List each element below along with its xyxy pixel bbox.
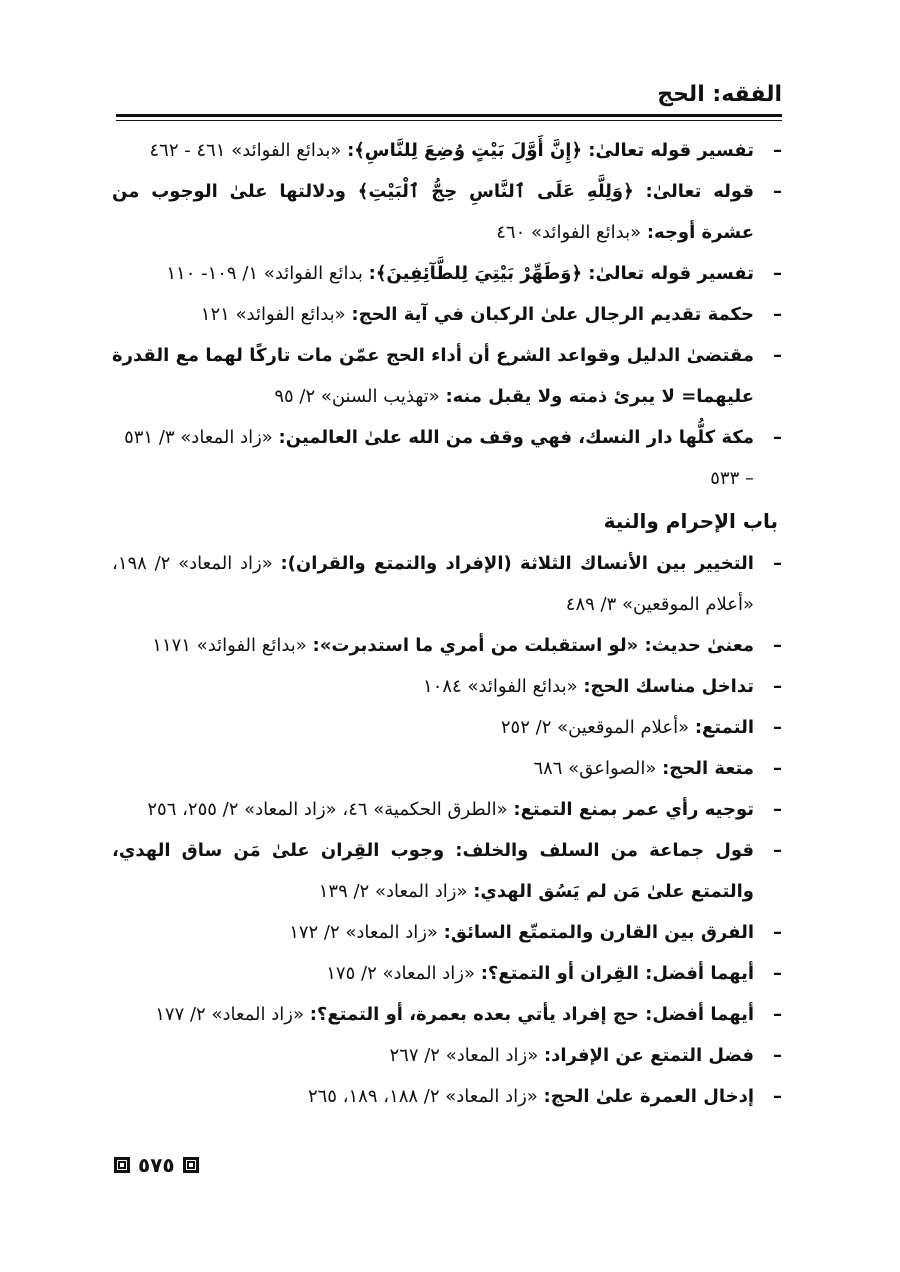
entry-reference: بدائع الفوائد» ١/ ١٠٩- ١١٠ xyxy=(166,263,369,284)
entry-reference: «زاد المعاد» ٢/ ١٩٨، «أعلام الموقعين» ٣/ ٤٨٩ xyxy=(112,553,754,615)
entry-dash: – xyxy=(773,304,782,325)
entry-reference: «زاد المعاد» ٢/ ١٧٧ xyxy=(155,1004,310,1025)
entry-topic: فضل التمتع عن الإفراد: xyxy=(543,1045,754,1066)
entry-reference: «بدائع الفوائد» ١١٧١ xyxy=(152,635,313,656)
index-entry xyxy=(112,171,782,253)
entry-dash: – xyxy=(773,799,782,820)
entry-dash: – xyxy=(773,1045,782,1066)
entry-dash: – xyxy=(773,345,782,366)
entry-dash: – xyxy=(773,553,782,574)
index-entry xyxy=(112,748,782,789)
entry-dash: – xyxy=(773,1004,782,1025)
entry-reference: «الصواعق» ٦٨٦ xyxy=(533,758,663,779)
entry-reference: «بدائع الفوائد» ١٢١ xyxy=(200,304,352,325)
entry-reference: «زاد المعاد» ٢/ ٢٦٧ xyxy=(389,1045,544,1066)
entry-topic: إدخال العمرة علىٰ الحج: xyxy=(543,1086,754,1107)
index-entry xyxy=(112,543,782,625)
entry-topic: حكمة تقديم الرجال علىٰ الركبان في آية الحج: xyxy=(351,304,754,325)
entry-dash: – xyxy=(773,717,782,738)
entry-reference: «بدائع الفوائد» ٤٦١ - ٤٦٢ xyxy=(149,140,348,161)
entry-topic: التخيير بين الأنساك الثلاثة (الإفراد والتمتع والقران): xyxy=(280,553,754,574)
ornament-square-icon xyxy=(114,1157,130,1173)
index-entry xyxy=(112,1076,782,1117)
index-entries xyxy=(112,130,782,1117)
index-entry xyxy=(112,130,782,171)
entry-reference: «زاد المعاد» ٣/ ٥٣١ – ٥٣٣ xyxy=(124,427,754,489)
index-entry xyxy=(112,625,782,666)
entry-reference: «زاد المعاد» ٢/ ١٣٩ xyxy=(318,881,474,902)
entry-reference: «زاد المعاد» ٢/ ١٧٥ xyxy=(326,963,481,984)
index-entry xyxy=(112,912,782,953)
entry-topic: تداخل مناسك الحج: xyxy=(583,676,754,697)
entry-topic: متعة الحج: xyxy=(662,758,754,779)
index-entry xyxy=(112,830,782,912)
entry-reference: «أعلام الموقعين» ٢/ ٢٥٢ xyxy=(500,717,695,738)
entry-topic: قول جماعة من السلف والخلف: وجوب القِران علىٰ مَن ساق الهدي، والتمتع علىٰ مَن لم يَسُق الهدي: xyxy=(112,840,754,902)
index-entry xyxy=(112,294,782,335)
index-entry xyxy=(112,994,782,1035)
entry-topic: تفسير قوله تعالىٰ: ﴿إِنَّ أَوَّلَ بَيْتٍ وُضِعَ لِلنَّاسِ﴾: xyxy=(347,140,754,161)
header-rule-thin xyxy=(116,120,782,121)
entry-dash: – xyxy=(773,922,782,943)
index-entry xyxy=(112,335,782,417)
index-entry xyxy=(112,953,782,994)
index-entry xyxy=(112,666,782,707)
entry-dash: – xyxy=(773,427,782,448)
entry-topic: معنىٰ حديث: «لو استقبلت من أمري ما استدبرت»: xyxy=(312,635,754,656)
entry-dash: – xyxy=(773,1086,782,1107)
entry-topic: توجيه رأي عمر بمنع التمتع: xyxy=(513,799,754,820)
entry-topic: الفرق بين القارن والمتمتّع السائق: xyxy=(443,922,754,943)
ornament-square-icon xyxy=(183,1157,199,1173)
entry-dash: – xyxy=(773,635,782,656)
section-title: باب الإحرام والنية xyxy=(603,509,778,533)
entry-topic: قوله تعالىٰ: ﴿وَلِلَّهِ عَلَى ٱلنَّاسِ حِجُّ ٱلْبَيْتِ﴾ ودلالتها علىٰ الوجوب من عشرة أوجه: xyxy=(112,181,754,243)
entry-topic: مكة كلُّها دار النسك، فهي وقف من الله علىٰ العالمين: xyxy=(278,427,754,448)
entry-dash: – xyxy=(773,676,782,697)
page-number: ٥٧٥ xyxy=(138,1153,175,1177)
entry-dash: – xyxy=(773,263,782,284)
entry-reference: «زاد المعاد» ٢/ ١٧٢ xyxy=(289,922,444,943)
entry-topic: أيهما أفضل: القِران أو التمتع؟: xyxy=(480,963,754,984)
page-footer xyxy=(114,1153,199,1177)
index-entry xyxy=(112,253,782,294)
index-entry xyxy=(112,417,782,499)
index-entry xyxy=(112,707,782,748)
entry-dash: – xyxy=(773,963,782,984)
header-rule-thick xyxy=(116,114,782,117)
entry-topic: أيهما أفضل: حج إفراد يأتي بعده بعمرة، أو التمتع؟: xyxy=(309,1004,754,1025)
entry-dash: – xyxy=(773,758,782,779)
entry-reference: «زاد المعاد» ٢/ ١٨٨، ١٨٩، ٢٦٥ xyxy=(307,1086,544,1107)
entry-reference: «بدائع الفوائد» ١٠٨٤ xyxy=(423,676,584,697)
entry-reference: «تهذيب السنن» ٢/ ٩٥ xyxy=(274,386,446,407)
entry-topic: مقتضىٰ الدليل وقواعد الشرع أن أداء الحج عمّن مات تاركًا لهما مع القدرة عليهما= لا يبرئ ذمته ولا يقبل منه: xyxy=(112,345,754,407)
entry-topic: التمتع: xyxy=(694,717,754,738)
entry-dash: – xyxy=(773,140,782,161)
index-entry xyxy=(112,789,782,830)
entry-dash: – xyxy=(773,840,782,861)
entry-reference: «بدائع الفوائد» ٤٦٠ xyxy=(496,222,647,243)
index-entry xyxy=(112,1035,782,1076)
entry-reference: «الطرق الحكمية» ٤٦، «زاد المعاد» ٢/ ٢٥٥، ٢٥٦ xyxy=(147,799,514,820)
page-header-title: الفقه: الحج xyxy=(657,82,782,107)
entry-topic: تفسير قوله تعالىٰ: ﴿وَطَهِّرْ بَيْتِيَ لِلطَّآئِفِينَ﴾: xyxy=(368,263,754,284)
entry-dash: – xyxy=(773,181,782,202)
